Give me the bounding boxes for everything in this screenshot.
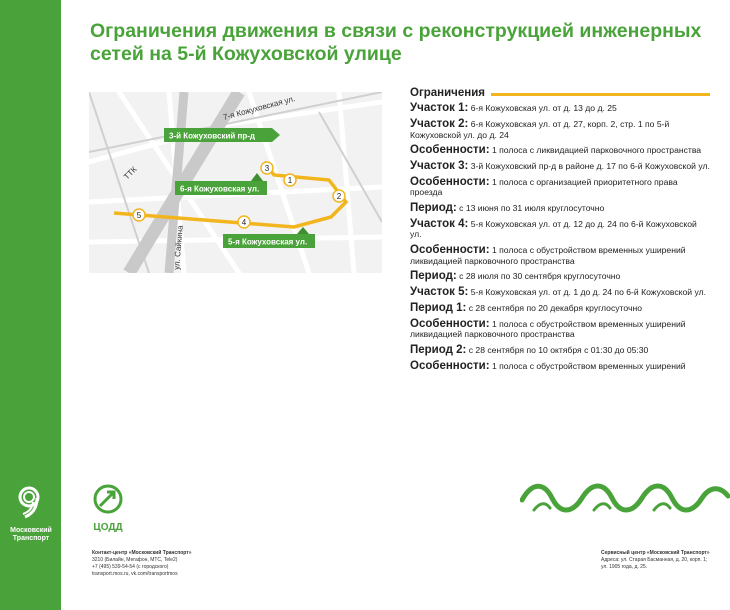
marker-2: [333, 190, 345, 202]
contact-short-number: 3210 (Билайн, Мегафон, МТС, Tele2): [92, 557, 178, 563]
tag-proezd3-label: 3-й Кожуховский пр-д: [169, 131, 255, 141]
restriction-row: Период: с 28 июля по 30 сентября круглосуточно: [410, 270, 621, 283]
moscow-transport-logo: [4, 484, 58, 543]
cdd-icon: [90, 484, 126, 516]
contact-links: transport.mos.ru, vk.com/transportmos: [92, 571, 178, 577]
restriction-row: Период: с 13 июня по 31 июля круглосуточно: [410, 202, 605, 215]
restriction-row: Особенности: 1 полоса с ликвидацией парковочного пространства: [410, 144, 702, 157]
brand-label: Московский Транспорт: [10, 527, 52, 542]
marker-1: [284, 174, 296, 186]
restriction-row: Участок 4: 5-я Кожуховская ул. от д. 12 до д. 24 по 6-й Кожуховской ул.: [410, 218, 697, 240]
restrictions-panel: [410, 88, 710, 377]
restriction-row: Особенности: 1 полоса с обустройством временных уширений ликвидацией парковочного пространства: [410, 244, 686, 266]
contact-center-info: [92, 550, 192, 578]
service-center-info: [601, 550, 721, 571]
restriction-row: Участок 2: 6-я Кожуховская ул. от д. 27, корп. 2, стр. 1 по 5-й Кожуховской ул. до д. 24: [410, 118, 670, 140]
street-label-kozhukhovskaya7: 7-я Кожуховская ул.: [222, 94, 297, 122]
service-center-address-2: ул. 1905 года, д. 25.: [601, 564, 648, 570]
cdd-label: ЦОДД: [93, 522, 123, 533]
transport-logo-icon: [13, 484, 49, 520]
restriction-row: Участок 1: 6-я Кожуховская ул. от д. 13 до д. 25: [410, 102, 617, 115]
svg-text:1: 1: [287, 176, 293, 185]
marker-3: [261, 162, 273, 174]
restriction-row: Участок 3: 3-й Кожуховский пр-д в районе д. 17 по 6-й Кожуховской ул.: [410, 160, 710, 173]
tag-street6-label: 6-я Кожуховская ул.: [180, 184, 260, 194]
street-label-saykina: ул. Сайкина: [172, 224, 185, 271]
tag-street5-label: 5-я Кожуховская ул.: [228, 237, 308, 247]
marker-4: [238, 216, 250, 228]
sidebar: [0, 0, 61, 610]
svg-text:5: 5: [136, 211, 142, 220]
street-label-ttk: ТТК: [122, 164, 139, 182]
marker-5: [133, 209, 145, 221]
decorative-pattern: [520, 480, 730, 520]
restriction-row: Особенности: 1 полоса с организацией приоритетного права проезда: [410, 176, 678, 198]
tag-proezd3: [164, 128, 280, 142]
svg-text:2: 2: [336, 192, 342, 201]
panel-title: Ограничения: [410, 87, 485, 99]
svg-text:4: 4: [241, 218, 247, 227]
panel-divider: [491, 93, 710, 96]
service-center-title: Сервисный центр «Московский Транспорт»: [601, 550, 710, 556]
restriction-row: Период 1: с 28 сентября по 20 декабря круглосуточно: [410, 302, 642, 314]
contact-phone: +7 (495) 539-54-54 (с городского): [92, 564, 169, 570]
contact-center-title: Контакт-центр «Московский Транспорт»: [92, 550, 192, 556]
page-title: Ограничения движения в связи с реконструкцией инженерных сетей на 5-й Кожуховской улице: [90, 20, 702, 65]
map: [89, 92, 382, 273]
cdd-logo: [88, 484, 128, 533]
service-center-address-1: Адреса: ул. Старая Басманная, д. 20, корп. 1;: [601, 557, 708, 563]
restriction-row: Особенности: 1 полоса с обустройством временных уширений ликвидацией парковочного пространства: [410, 317, 686, 340]
svg-text:3: 3: [264, 164, 270, 173]
restriction-row: Особенности: 1 полоса с обустройством временных уширений: [410, 359, 686, 372]
restriction-row: Участок 5: 5-я Кожуховская ул. от д. 1 до д. 24 по 6-й Кожуховской ул.: [410, 286, 706, 299]
restriction-row: Период 2: с 28 сентября по 10 октября с 01:30 до 05:30: [410, 344, 649, 356]
tag-street5: [223, 227, 315, 248]
